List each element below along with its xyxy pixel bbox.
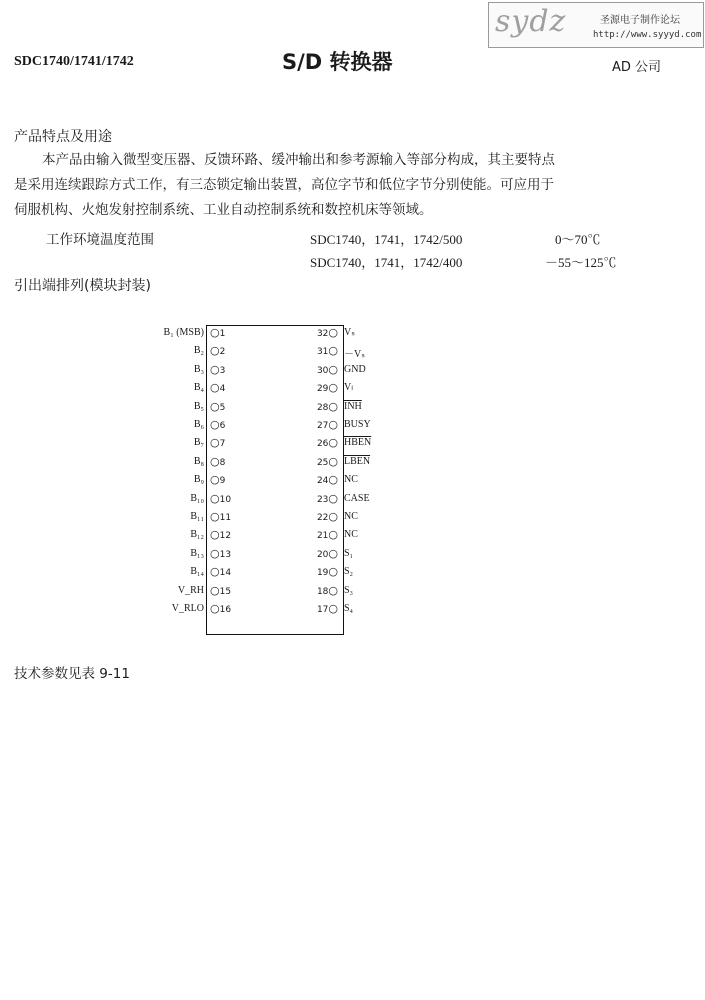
pin-number-label: 11: [219, 513, 232, 523]
pin-number-label: 23: [316, 494, 329, 505]
pin-number: 18○: [316, 583, 338, 597]
pin-number-label: 20: [316, 549, 329, 560]
pin-name: －Vₛ: [344, 349, 365, 361]
env-row-model: SDC1740，1741，1742/500: [310, 232, 463, 247]
pin-name: GND: [344, 363, 366, 375]
pin-name: NC: [344, 474, 358, 486]
watermark-logo: sydz: [495, 4, 567, 39]
pin-name: B₁₀: [190, 492, 204, 504]
pin-number: ○16: [210, 602, 232, 615]
pin-number: ○7: [210, 436, 226, 450]
pin-name: S₄: [344, 603, 354, 614]
pin-name: V_RLO: [171, 603, 204, 614]
pin-number: ○11: [210, 510, 232, 523]
pin-number-label: 12: [219, 531, 232, 542]
pin-name: B₃: [193, 363, 204, 375]
pin-name: Vₗ: [344, 382, 353, 394]
pin-number: ○1: [210, 326, 226, 339]
env-row-model: SDC1740，1741，1742/400: [310, 255, 463, 270]
pin-name: CASE: [344, 492, 370, 504]
pin-number-label: 28: [316, 402, 329, 413]
features-paragraph: [14, 148, 686, 223]
pin-number: ○10: [210, 491, 232, 505]
pin-number: ○8: [210, 454, 226, 468]
watermark: [488, 2, 704, 48]
pin-name: V_RH: [177, 584, 204, 596]
watermark-url: http://www.syyyd.com: [593, 30, 702, 40]
pin-name: B₅: [193, 400, 204, 412]
pin-number-label: 1: [219, 329, 226, 339]
pin-number: ○12: [210, 528, 232, 542]
pin-number: 28○: [316, 399, 338, 413]
company-name: AD 公司: [612, 60, 662, 75]
pin-name: B₆: [193, 419, 204, 430]
pin-number: 29○: [316, 381, 338, 395]
pin-name: B₁₁: [190, 511, 204, 522]
pin-number: 24○: [316, 473, 338, 487]
pin-number: ○15: [210, 583, 232, 597]
features-line-3: 伺服机构、火炮发射控制系统、工业自动控制系统和数控机床等领域。: [14, 202, 433, 218]
pin-number: 21○: [316, 528, 338, 542]
features-heading: 产品特点及用途: [14, 129, 112, 145]
pin-number: 27○: [316, 418, 338, 431]
pin-name: B₉: [193, 474, 204, 486]
pin-name: B₂: [193, 345, 204, 357]
pin-name: S₃: [344, 584, 354, 596]
pin-number-label: 6: [219, 421, 226, 431]
pin-number: ○5: [210, 399, 226, 413]
pin-name: NC: [344, 511, 358, 522]
pin-number-label: 32: [316, 329, 329, 339]
pin-name: S₂: [344, 566, 354, 578]
watermark-site-name: 圣源电子制作论坛: [600, 15, 680, 26]
pin-name: LBEN: [344, 455, 371, 467]
pin-name: NC: [344, 529, 358, 541]
pin-number-label: 16: [219, 605, 232, 615]
footer-note: 技术参数见表 9-11: [14, 666, 130, 682]
pin-number-label: 3: [219, 365, 226, 376]
env-row-range: 0～70℃: [555, 232, 601, 247]
pin-name: BUSY: [344, 419, 371, 430]
pin-number-label: 9: [219, 476, 226, 487]
pin-number-label: 5: [219, 402, 226, 413]
pin-name: $\overline{INH}$: [344, 400, 362, 412]
pin-number: 23○: [316, 491, 338, 505]
env-row-range: －55～125℃: [545, 255, 617, 270]
features-line-1: 本产品由输入微型变压器、反馈环路、缓冲输出和参考源输入等部分构成，其主要特点: [42, 152, 555, 168]
pin-name: B₁₄: [190, 566, 204, 578]
pin-name: S₁: [344, 547, 354, 559]
pin-name: B₇: [193, 437, 204, 449]
env-temp-label: 工作环境温度范围: [46, 232, 154, 248]
pin-number-label: 17: [316, 605, 329, 615]
pin-name: B₄: [193, 382, 204, 394]
pin-number: ○9: [210, 473, 226, 487]
pin-number-label: 4: [219, 384, 226, 395]
pin-number-label: 19: [316, 568, 329, 579]
page-title: S/D 转换器: [282, 50, 393, 74]
pin-number-label: 31: [316, 347, 329, 358]
features-line-2: 是采用连续跟踪方式工作，有三态锁定输出装置，高位字节和低位字节分别使能。可应用于: [14, 177, 554, 193]
pin-number: 19○: [316, 565, 338, 579]
pin-number: ○6: [210, 418, 226, 431]
pinout-heading: 引出端排列(模块封装): [14, 278, 151, 294]
pin-name: B₁₂: [190, 529, 204, 541]
pin-number-label: 14: [219, 568, 232, 579]
pin-number: 26○: [316, 436, 338, 450]
pin-number: ○2: [210, 344, 226, 358]
pin-number-label: 25: [316, 457, 329, 468]
pin-number-label: 29: [316, 384, 329, 395]
pin-number-label: 15: [219, 586, 232, 597]
pin-number: 17○: [316, 602, 338, 615]
pin-number-label: 8: [219, 457, 226, 468]
pin-name: Vₛ: [344, 327, 355, 338]
pin-number: 25○: [316, 454, 338, 468]
pin-number-label: 26: [316, 439, 329, 450]
pin-name: B₈: [193, 455, 204, 467]
pin-number: ○3: [210, 362, 226, 376]
pin-number: 20○: [316, 546, 338, 560]
pin-number-label: 18: [316, 586, 329, 597]
pin-number: 30○: [316, 362, 338, 376]
pin-name: B₁₃: [190, 547, 204, 559]
pin-number-label: 2: [219, 347, 226, 358]
pin-name: HBEN: [344, 437, 372, 449]
pin-number: 22○: [316, 510, 338, 523]
pin-number-label: 22: [316, 513, 329, 523]
pin-number: 31○: [316, 344, 338, 358]
pin-number-label: 13: [219, 549, 232, 560]
pin-number-label: 24: [316, 476, 329, 487]
model-number: SDC1740/1741/1742: [14, 54, 134, 69]
pin-number-label: 7: [219, 439, 226, 450]
pin-name: B₁ (MSB): [163, 327, 204, 338]
pin-number: ○14: [210, 565, 232, 579]
pin-number-label: 10: [219, 494, 232, 505]
pin-number-label: 21: [316, 531, 329, 542]
pin-number: 32○: [316, 326, 338, 339]
pin-number-label: 30: [316, 365, 329, 376]
pin-number: ○13: [210, 546, 232, 560]
pin-number-label: 27: [316, 421, 329, 431]
pin-number: ○4: [210, 381, 226, 395]
